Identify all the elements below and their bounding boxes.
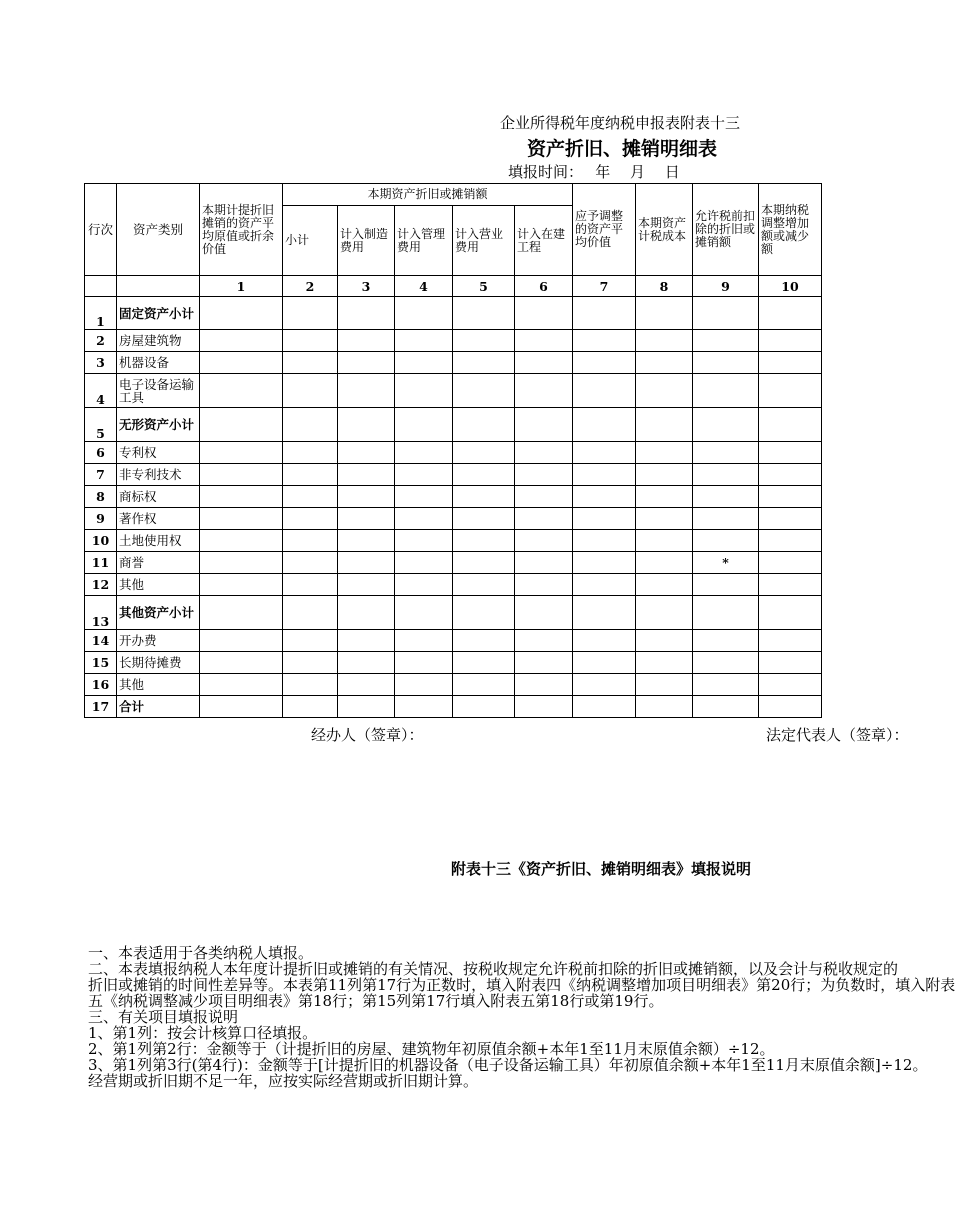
value-cell[interactable] [636,408,693,442]
value-cell[interactable] [338,508,395,530]
form-title: 资产折旧、摊销明细表 [527,138,718,160]
goodwill-marker: * [693,552,759,574]
value-cell[interactable] [338,530,395,552]
value-cell[interactable] [283,297,338,330]
row-number: 9 [85,508,117,530]
value-cell[interactable] [636,630,693,652]
col-number: 6 [515,276,573,297]
form-subtitle: 企业所得税年度纳税申报表附表十三 [500,114,741,132]
value-cell[interactable] [200,508,283,530]
note-line: 3、第1列第3行(第4行)：金额等于[计提折旧的机器设备（电子设备运输工具）年初原值余额+本年1至11月末原值余额]÷12。 [88,1056,928,1074]
header-category: 资产类别 [117,184,200,276]
value-cell[interactable] [200,596,283,630]
value-cell[interactable] [338,652,395,674]
value-cell[interactable] [636,552,693,574]
value-cell[interactable] [693,652,759,674]
value-cell[interactable] [759,464,822,486]
value-cell[interactable] [636,486,693,508]
value-cell[interactable] [395,408,453,442]
value-cell[interactable] [693,508,759,530]
value-cell[interactable] [453,674,515,696]
value-cell[interactable] [200,408,283,442]
value-cell[interactable] [759,596,822,630]
value-cell[interactable] [283,630,338,652]
value-cell[interactable] [200,374,283,408]
value-cell[interactable] [338,486,395,508]
value-cell[interactable] [453,408,515,442]
row-number: 17 [85,696,117,718]
value-cell[interactable] [573,508,636,530]
value-cell[interactable] [515,652,573,674]
value-cell[interactable] [759,408,822,442]
num-cell [117,276,200,297]
value-cell[interactable] [759,508,822,530]
table-row [85,352,822,374]
asset-category: 长期待摊费 [117,652,200,674]
value-cell[interactable] [759,630,822,652]
table-row [85,330,822,352]
value-cell[interactable] [693,374,759,408]
value-cell[interactable] [759,652,822,674]
value-cell[interactable] [453,530,515,552]
value-cell[interactable] [395,552,453,574]
value-cell[interactable] [693,530,759,552]
value-cell[interactable] [200,352,283,374]
value-cell[interactable] [453,552,515,574]
value-cell[interactable] [200,330,283,352]
value-cell[interactable] [636,574,693,596]
value-cell[interactable] [636,508,693,530]
row-number: 1 [85,297,117,330]
value-cell[interactable] [338,574,395,596]
value-cell[interactable] [395,574,453,596]
row-number: 8 [85,486,117,508]
header-group-depreciation: 本期资产折旧或摊销额 [283,184,573,206]
value-cell[interactable] [453,464,515,486]
header-col-10: 本期纳税调整增加额或减少额 [759,184,822,276]
value-cell[interactable] [200,442,283,464]
value-cell[interactable] [759,574,822,596]
row-number: 14 [85,630,117,652]
table-row [85,486,822,508]
table-row [85,596,822,630]
row-number: 3 [85,352,117,374]
value-cell[interactable] [453,630,515,652]
value-cell[interactable] [283,674,338,696]
col-number: 8 [636,276,693,297]
value-cell[interactable] [453,442,515,464]
value-cell[interactable] [573,374,636,408]
value-cell[interactable] [515,330,573,352]
value-cell[interactable] [693,442,759,464]
value-cell[interactable] [200,696,283,718]
value-cell[interactable] [636,596,693,630]
value-cell[interactable] [453,374,515,408]
asset-category: 无形资产小计 [117,408,200,442]
row-number: 16 [85,674,117,696]
value-cell[interactable] [283,508,338,530]
value-cell[interactable] [395,464,453,486]
header-col-4: 计入管理费用 [395,206,453,276]
value-cell[interactable] [453,486,515,508]
note-line: 二、本表填报纳税人本年度计提折旧或摊销的有关情况、按税收规定允许税前扣除的折旧或摊销额，以及会计与税收规定的 [88,960,899,978]
value-cell[interactable] [515,596,573,630]
value-cell[interactable] [515,464,573,486]
value-cell[interactable] [636,674,693,696]
value-cell[interactable] [515,530,573,552]
value-cell[interactable] [515,352,573,374]
value-cell[interactable] [338,464,395,486]
value-cell[interactable] [573,486,636,508]
col-number: 4 [395,276,453,297]
header-col-1: 本期计提折旧摊销的资产平均原值或折余价值 [200,184,283,276]
header-col-8: 本期资产计税成本 [636,184,693,276]
row-number: 4 [85,374,117,408]
value-cell[interactable] [338,442,395,464]
value-cell[interactable] [283,374,338,408]
value-cell[interactable] [395,674,453,696]
value-cell[interactable] [515,408,573,442]
asset-category: 著作权 [117,508,200,530]
value-cell[interactable] [200,297,283,330]
value-cell[interactable] [200,652,283,674]
table-row [85,408,822,442]
value-cell[interactable] [759,330,822,352]
asset-category: 固定资产小计 [117,297,200,330]
note-line: 五《纳税调整减少项目明细表》第18行；第15列第17行填入附表五第18行或第19行。 [88,992,664,1010]
value-cell[interactable] [338,596,395,630]
value-cell[interactable] [338,374,395,408]
value-cell[interactable] [395,352,453,374]
value-cell[interactable] [573,442,636,464]
asset-category: 开办费 [117,630,200,652]
value-cell[interactable] [283,574,338,596]
fill-date: 填报时间： 年 月 日 [508,163,680,181]
value-cell[interactable] [636,374,693,408]
row-number: 11 [85,552,117,574]
value-cell[interactable] [636,652,693,674]
note-line: 折旧或摊销的时间性差异等。本表第11列第17行为正数时，填入附表四《纳税调整增加项目明细表》第20行；为负数时，填入附表 [88,976,955,994]
value-cell[interactable] [395,374,453,408]
table-body [85,297,822,718]
value-cell[interactable] [200,530,283,552]
value-cell[interactable] [395,596,453,630]
header-col-6: 计入在建工程 [515,206,573,276]
value-cell[interactable] [573,352,636,374]
value-cell[interactable] [573,297,636,330]
value-cell[interactable] [200,630,283,652]
value-cell[interactable] [283,352,338,374]
table-row [85,630,822,652]
value-cell[interactable] [515,442,573,464]
value-cell[interactable] [573,630,636,652]
table-row [85,530,822,552]
asset-category: 合计 [117,696,200,718]
value-cell[interactable] [573,574,636,596]
value-cell[interactable] [200,574,283,596]
col-number: 2 [283,276,338,297]
value-cell[interactable] [395,530,453,552]
value-cell[interactable] [338,674,395,696]
value-cell[interactable] [200,552,283,574]
row-number: 7 [85,464,117,486]
table-row [85,508,822,530]
value-cell[interactable] [515,552,573,574]
col-number: 1 [200,276,283,297]
row-number: 13 [85,596,117,630]
value-cell[interactable] [636,530,693,552]
value-cell[interactable] [200,486,283,508]
table-row [85,574,822,596]
table-row [85,442,822,464]
num-cell [85,276,117,297]
value-cell[interactable] [693,696,759,718]
value-cell[interactable] [573,330,636,352]
value-cell[interactable] [515,486,573,508]
row-number: 6 [85,442,117,464]
table-row [85,374,822,408]
value-cell[interactable] [283,596,338,630]
value-cell[interactable] [636,297,693,330]
value-cell[interactable] [636,330,693,352]
value-cell[interactable] [693,596,759,630]
row-number: 2 [85,330,117,352]
value-cell[interactable] [759,374,822,408]
value-cell[interactable] [453,508,515,530]
value-cell[interactable] [759,530,822,552]
row-number: 10 [85,530,117,552]
value-cell[interactable] [693,352,759,374]
notes-body [88,944,955,1102]
value-cell[interactable] [573,652,636,674]
note-line: 2、第1列第2行：金额等于（计提折旧的房屋、建筑物年初原值余额+本年1至11月末原值余额）÷12。 [88,1040,775,1058]
header-col-9: 允许税前扣除的折旧或摊销额 [693,184,759,276]
row-number: 12 [85,574,117,596]
asset-category: 其他 [117,674,200,696]
value-cell[interactable] [515,674,573,696]
col-number: 7 [573,276,636,297]
value-cell[interactable] [693,330,759,352]
value-cell[interactable] [395,486,453,508]
value-cell[interactable] [453,696,515,718]
table-row [85,297,822,330]
asset-category: 专利权 [117,442,200,464]
value-cell[interactable] [693,574,759,596]
value-cell[interactable] [515,630,573,652]
note-line: 1、第1列：按会计核算口径填报。 [88,1024,318,1042]
value-cell[interactable] [515,508,573,530]
note-line: 经营期或折旧期不足一年，应按实际经营期或折旧期计算。 [88,1072,479,1090]
col-number: 3 [338,276,395,297]
value-cell[interactable] [453,652,515,674]
value-cell[interactable] [283,464,338,486]
value-cell[interactable] [759,674,822,696]
value-cell[interactable] [573,696,636,718]
value-cell[interactable] [573,530,636,552]
value-cell[interactable] [515,574,573,596]
value-cell[interactable] [693,674,759,696]
column-number-row [85,276,822,297]
depreciation-table [84,183,822,718]
value-cell[interactable] [636,696,693,718]
value-cell[interactable] [573,408,636,442]
asset-category: 土地使用权 [117,530,200,552]
asset-category: 非专利技术 [117,464,200,486]
value-cell[interactable] [759,552,822,574]
value-cell[interactable] [395,442,453,464]
value-cell[interactable] [515,297,573,330]
legal-rep-label: 法定代表人（签章）： [766,726,909,744]
row-number: 15 [85,652,117,674]
header-col-3: 计入制造费用 [338,206,395,276]
value-cell[interactable] [453,297,515,330]
value-cell[interactable] [338,408,395,442]
value-cell[interactable] [338,352,395,374]
value-cell[interactable] [338,330,395,352]
col-number: 5 [453,276,515,297]
value-cell[interactable] [759,696,822,718]
value-cell[interactable] [453,330,515,352]
value-cell[interactable] [636,442,693,464]
value-cell[interactable] [338,630,395,652]
table-row [85,552,822,574]
value-cell[interactable] [693,630,759,652]
value-cell[interactable] [759,486,822,508]
value-cell[interactable] [453,596,515,630]
value-cell[interactable] [759,442,822,464]
value-cell[interactable] [453,574,515,596]
value-cell[interactable] [759,297,822,330]
value-cell[interactable] [338,552,395,574]
value-cell[interactable] [453,352,515,374]
value-cell[interactable] [200,464,283,486]
value-cell[interactable] [283,442,338,464]
col-number: 10 [759,276,822,297]
asset-category: 房屋建筑物 [117,330,200,352]
value-cell[interactable] [573,596,636,630]
value-cell[interactable] [759,352,822,374]
col-number: 9 [693,276,759,297]
value-cell[interactable] [395,652,453,674]
value-cell[interactable] [693,297,759,330]
asset-category: 商誉 [117,552,200,574]
value-cell[interactable] [395,330,453,352]
value-cell[interactable] [283,486,338,508]
value-cell[interactable] [395,630,453,652]
value-cell[interactable] [573,464,636,486]
header-col-2: 小计 [283,206,338,276]
value-cell[interactable] [283,696,338,718]
value-cell[interactable] [283,552,338,574]
value-cell[interactable] [573,552,636,574]
table-row [85,464,822,486]
value-cell[interactable] [515,374,573,408]
header-row-no: 行次 [85,184,117,276]
value-cell[interactable] [338,696,395,718]
value-cell[interactable] [200,674,283,696]
value-cell[interactable] [573,674,636,696]
value-cell[interactable] [395,696,453,718]
asset-category: 电子设备运输工具 [117,374,200,408]
value-cell[interactable] [693,464,759,486]
signer-label: 经办人（签章）： [311,726,424,744]
value-cell[interactable] [283,408,338,442]
note-line: 一、本表适用于各类纳税人填报。 [88,944,314,962]
table-row [85,696,822,718]
value-cell[interactable] [636,352,693,374]
value-cell[interactable] [693,486,759,508]
asset-category: 商标权 [117,486,200,508]
value-cell[interactable] [693,408,759,442]
value-cell[interactable] [395,508,453,530]
value-cell[interactable] [515,696,573,718]
asset-category: 其他资产小计 [117,596,200,630]
value-cell[interactable] [283,330,338,352]
value-cell[interactable] [283,530,338,552]
value-cell[interactable] [395,297,453,330]
value-cell[interactable] [283,652,338,674]
value-cell[interactable] [636,464,693,486]
table-row [85,652,822,674]
asset-category: 其他 [117,574,200,596]
table-row [85,674,822,696]
notes-title: 附表十三《资产折旧、摊销明细表》填报说明 [451,860,752,878]
header-col-7: 应予调整的资产平均价值 [573,184,636,276]
asset-category: 机器设备 [117,352,200,374]
value-cell[interactable] [338,297,395,330]
note-line: 三、有关项目填报说明 [88,1008,239,1026]
header-col-5: 计入营业费用 [453,206,515,276]
row-number: 5 [85,408,117,442]
